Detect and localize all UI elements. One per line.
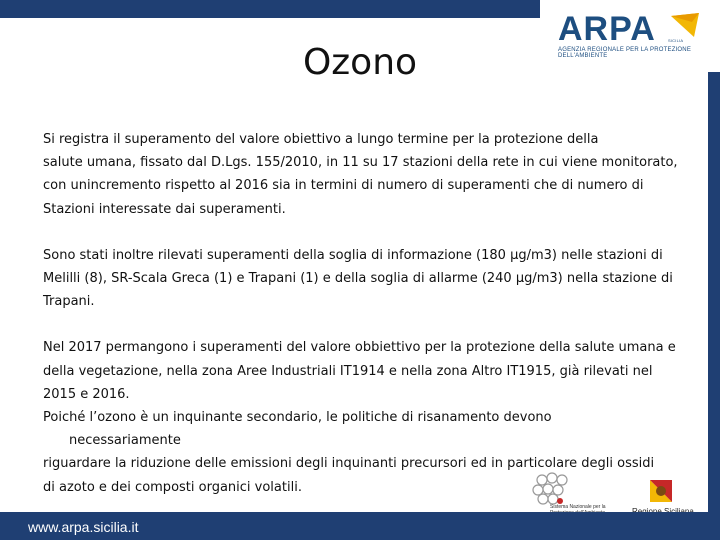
regione-siciliana-crest-icon: [648, 478, 674, 504]
paragraph-3: [43, 336, 683, 406]
text-line: della vegetazione, nella zona Aree Industriali IT1914 e nella zona Altro IT1915, già rilevati nel: [43, 363, 653, 379]
text-line: con unincremento rispetto al 2016 sia in termini di numero di superamenti che di numero di: [43, 178, 644, 194]
footer-band: [0, 512, 720, 540]
text-line: Sono stati inoltre rilevati superamenti della soglia di informazione (180 µg/m3) nelle stazioni di: [43, 247, 663, 263]
website-link[interactable]: www.arpa.sicilia.it: [28, 519, 139, 535]
protezione-ambiente-label: Sistema Nazionale per la: [550, 504, 606, 510]
text-line: Melilli (8), SR-Scala Greca (1) e Trapani (1) e della soglia di allarme (240 µg/m3) nella stazione di: [43, 271, 673, 287]
text-line: salute umana, fissato dal D.Lgs. 155/2010, in 11 su 17 stazioni della rete in cui viene monitorato,: [43, 155, 678, 171]
arpa-logo-wordmark: ARPA: [558, 10, 656, 48]
text-line: di azoto e dei composti organici volatili.: [43, 479, 302, 495]
slide-title: Ozono: [302, 42, 418, 83]
text-line: riguardare la riduzione delle emissioni degli inquinanti precursori ed in particolare degli ossidi: [43, 456, 655, 472]
arpa-logo-tag: SICILIA: [668, 38, 684, 43]
text-line: 2015 e 2016.: [43, 386, 130, 402]
slide-body: [43, 128, 683, 499]
paragraph-1: [43, 128, 683, 221]
right-band: [708, 72, 720, 512]
text-line: Si registra il superamento del valore obiettivo a lungo termine per la protezione della: [43, 132, 599, 147]
text-line: Stazioni interessate dai superamenti.: [43, 201, 286, 217]
text-line: Nel 2017 permangono i superamenti del valore obbiettivo per la protezione della salute umana e: [43, 340, 676, 356]
text-line: necessariamente: [69, 433, 181, 449]
paragraph-2: [43, 244, 683, 314]
sicily-island-icon: [668, 10, 702, 40]
text-line: Trapani.: [43, 294, 95, 310]
arpa-logo-subtitle: AGENZIA REGIONALE PER LA PROTEZIONE DELL'AMBIENTE: [558, 47, 692, 59]
text-line: Poiché l’ozono è un inquinante secondario, le politiche di risanamento devono: [43, 410, 552, 426]
